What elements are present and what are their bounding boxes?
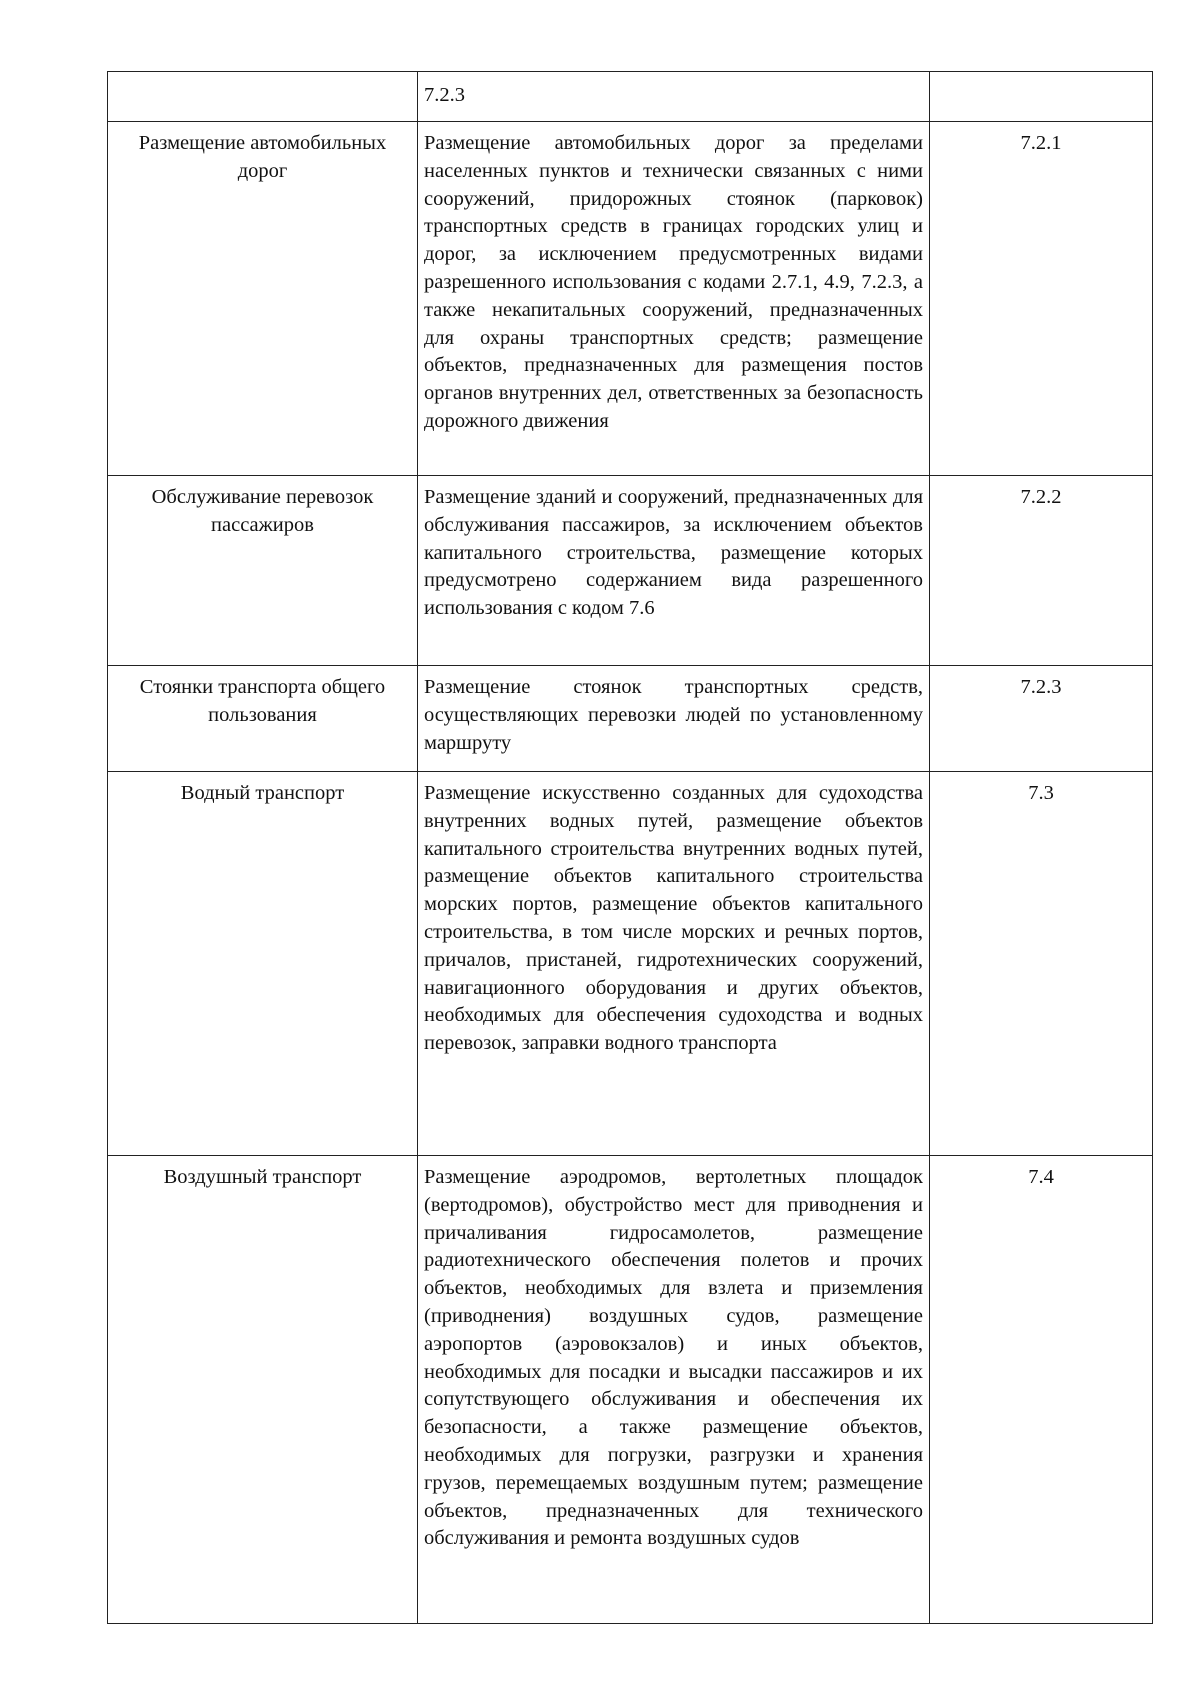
use-name-cell: Размещение автомобильных дорог — [108, 122, 418, 476]
land-use-table — [107, 71, 1153, 1624]
use-code-cell: 7.3 — [930, 772, 1153, 1156]
use-name-cell: Стоянки транспорта общего пользования — [108, 666, 418, 772]
table-row — [108, 476, 1153, 666]
use-name-cell: Водный транспорт — [108, 772, 418, 1156]
use-name-cell: Воздушный транспорт — [108, 1156, 418, 1624]
table-row — [108, 772, 1153, 1156]
use-code-cell: 7.2.2 — [930, 476, 1153, 666]
use-description-cell: Размещение автомобильных дорог за пределами населенных пунктов и технически связанных с ними сооружений, придорожных стоянок (парковок) транспортных средств в границах городских улиц и дорог, за исключением предусмотренных видами разрешенного использования с кодами 2.7.1, 4.9, 7.2.3, а также некапитальных сооружений, предназначенных для охраны транспортных средств; размещение объектов, предназначенных для размещения постов органов внутренних дел, ответственных за безопасность дорожного движения — [418, 122, 930, 476]
use-name-cell: Обслуживание перевозок пассажиров — [108, 476, 418, 666]
table-row — [108, 72, 1153, 122]
use-code-cell: 7.2.1 — [930, 122, 1153, 476]
use-description-cell: Размещение стоянок транспортных средств, осуществляющих перевозки людей по установленному маршруту — [418, 666, 930, 772]
use-name-cell — [108, 72, 418, 122]
use-description-cell: Размещение аэродромов, вертолетных площадок (вертодромов), обустройство мест для приводнения и причаливания гидросамолетов, размещение радиотехнического обеспечения полетов и прочих объектов, необходимых для взлета и приземления (приводнения) воздушных судов, размещение аэропортов (аэровокзалов) и иных объектов, необходимых для посадки и высадки пассажиров и их сопутствующего обслуживания и обеспечения их безопасности, а также размещение объектов, необходимых для погрузки, разгрузки и хранения грузов, перемещаемых воздушным путем; размещение объектов, предназначенных для технического обслуживания и ремонта воздушных судов — [418, 1156, 930, 1624]
table-row — [108, 122, 1153, 476]
use-code-cell: 7.4 — [930, 1156, 1153, 1624]
use-description-cell: Размещение зданий и сооружений, предназначенных для обслуживания пассажиров, за исключением объектов капитального строительства, размещение которых предусмотрено содержанием вида разрешенного использования с кодом 7.6 — [418, 476, 930, 666]
use-code-cell: 7.2.3 — [930, 666, 1153, 772]
table-row — [108, 666, 1153, 772]
use-code-cell — [930, 72, 1153, 122]
use-description-cell: Размещение искусственно созданных для судоходства внутренних водных путей, размещение объектов капитального строительства внутренних водных путей, размещение объектов капитального строительства морских портов, размещение объектов капитального строительства, в том числе морских и речных портов, причалов, пристаней, гидротехнических сооружений, навигационного оборудования и других объектов, необходимых для обеспечения судоходства и водных перевозок, заправки водного транспорта — [418, 772, 930, 1156]
table-row — [108, 1156, 1153, 1624]
use-description-cell: 7.2.3 — [418, 72, 930, 122]
table-body — [108, 72, 1153, 1624]
